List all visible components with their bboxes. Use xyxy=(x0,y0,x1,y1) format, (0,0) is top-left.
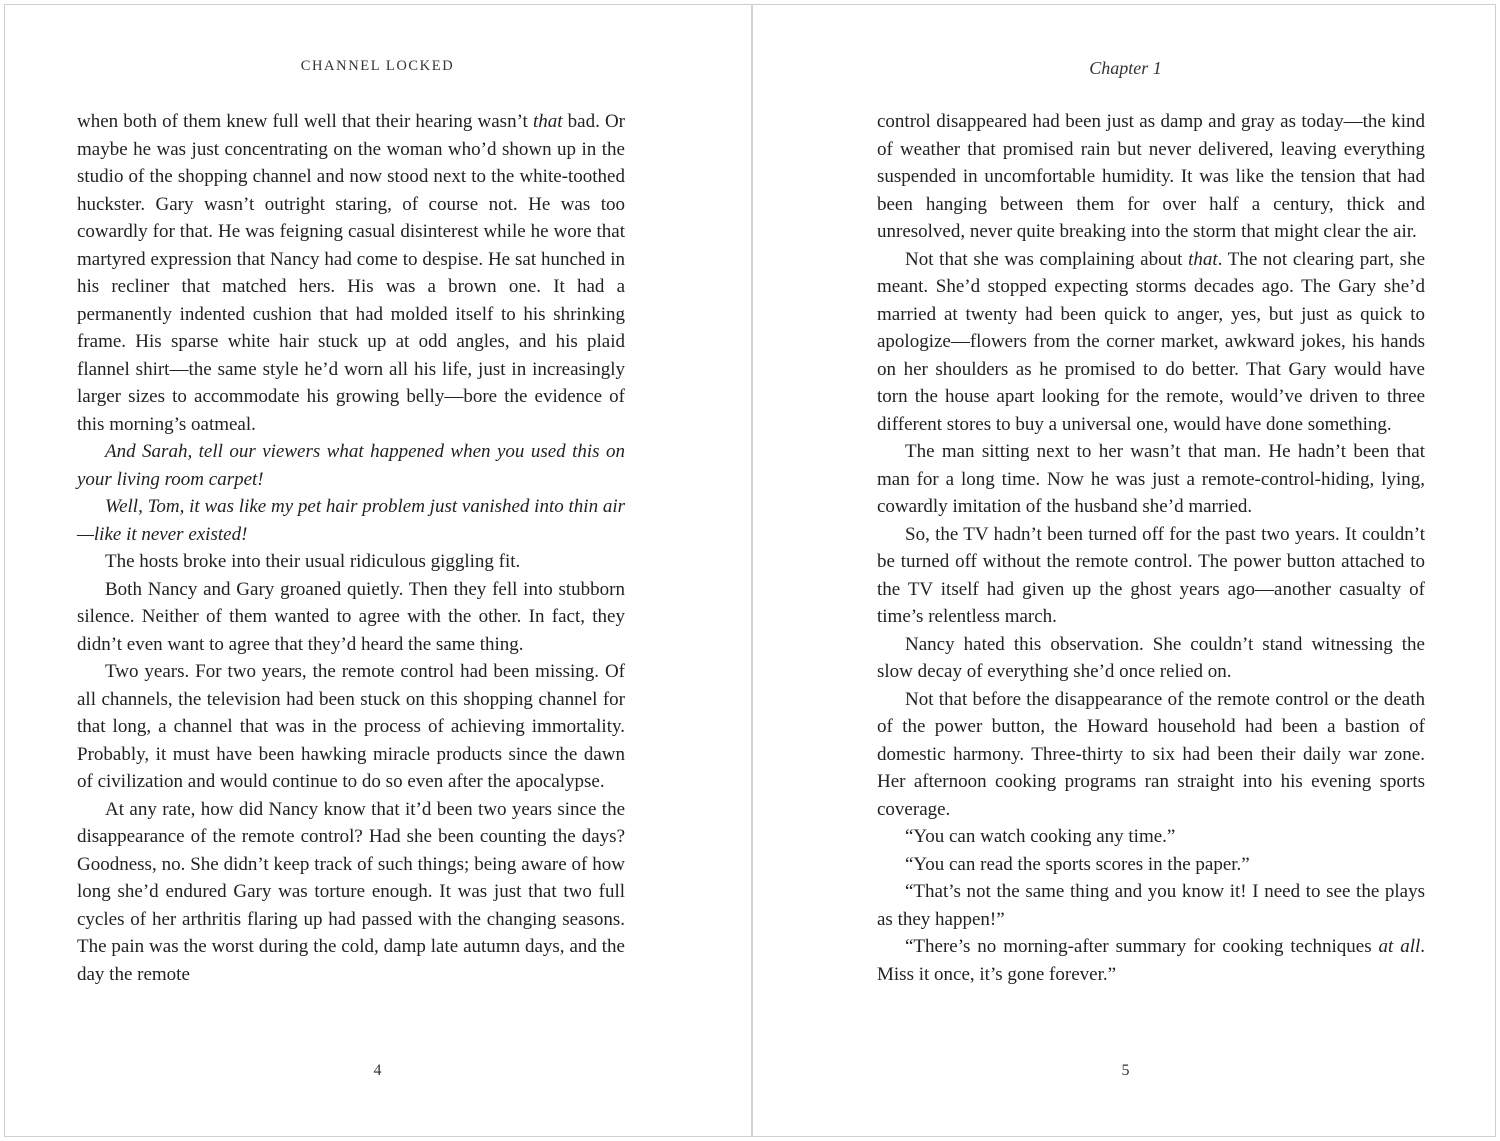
paragraph: The hosts broke into their usual ridiculous giggling fit. xyxy=(105,551,521,572)
page-number-right: 5 xyxy=(1121,1062,1130,1079)
paragraph: Not that she was complaining about that. The not clearing part, she meant. She’d stopped expecting storms decades ago. The Gary she’d married at twenty had been quick to anger, yes, but just as quick to apologize—flowers from the corner market, awkward jokes, his hands on her shoulders as he promised to do better. That Gary would have torn the house apart looking for the remote, would’ve driven to three different stores to buy a universal one, would have done something. xyxy=(877,248,1426,435)
running-head-title: CHANNEL LOCKED xyxy=(300,58,455,74)
paragraph-dialogue: “You can watch cooking any time.” xyxy=(905,826,1176,847)
running-head-chapter: Chapter 1 xyxy=(1089,58,1162,78)
paragraph: Both Nancy and Gary groaned quietly. Then they fell into stubborn silence. Neither of them wanted to agree with the other. In fact, they didn’t even want to agree that they’d heard the same thing. xyxy=(77,578,625,655)
paragraph: Two years. For two years, the remote control had been missing. Of all channels, the television had been stuck on this shopping channel for that long, a channel that was in the process of achieving immortality. Probably, it must have been hawking miracle products since the dawn of civilization and would continue to do so even after the apocalypse. xyxy=(77,661,625,792)
paragraph: At any rate, how did Nancy know that it’d been two years since the disappearance of the remote control? Had she been counting the days? Goodness, no. She didn’t keep track of such things; being aware of how long she’d endured Gary was torture enough. It was just that two full cycles of her arthritis flaring up had passed with the changing seasons. The pain was the worst during the cold, damp late autumn days, and the day the remote xyxy=(77,798,625,985)
paragraph-dialogue: “You can read the sports scores in the paper.” xyxy=(905,853,1250,875)
paragraph-dialogue: “That’s not the same thing and you know it! I need to see the plays as they happen!” xyxy=(877,881,1425,930)
paragraph-italic-dialogue: And Sarah, tell our viewers what happened when you used this on your living room carpet! xyxy=(77,441,625,490)
left-page-body xyxy=(77,108,625,988)
paragraph: Not that before the disappearance of the remote control or the death of the power button, the Howard household had been a bastion of domestic harmony. Three-thirty to six had been their daily war zone. Her afternoon cooking programs ran straight into his evening sports coverage. xyxy=(877,688,1425,820)
book-spread xyxy=(4,4,1496,1137)
paragraph: So, the TV hadn’t been turned off for the past two years. It couldn’t be turned off without the remote control. The power button attached to the TV itself had given up the ghost years ago—another casualty of time’s relentless march. xyxy=(877,523,1425,627)
right-page-body xyxy=(877,108,1425,988)
paragraph-italic-dialogue: Well, Tom, it was like my pet hair problem just vanished into thin air—like it never existed! xyxy=(77,496,625,545)
paragraph-dialogue: “There’s no morning-after summary for cooking techniques at all. Miss it once, it’s gone forever.” xyxy=(877,936,1425,985)
page-number-left: 4 xyxy=(373,1062,382,1079)
paragraph: control disappeared had been just as damp and gray as today—the kind of weather that promised rain but never delivered, leaving everything suspended in uncomfortable humidity. It was like the tension that had been hanging between them for over half a century, thick and unresolved, never quite breaking into the storm that might clear the air. xyxy=(877,111,1425,242)
right-page xyxy=(753,5,1498,1136)
paragraph: when both of them knew full well that their hearing wasn’t that bad. Or maybe he was just concentrating on the woman who’d shown up in the studio of the shopping channel and now stood next to the white-toothed huckster. Gary wasn’t outright staring, of course not. He was too cowardly for that. He was feigning casual disinterest while he wore that martyred expression that Nancy had come to despise. He sat hunched in his recliner that matched hers. His was a brown one. It had a permanently indented cushion that had molded itself to his shrinking frame. His sparse white hair stuck up at odd angles, and his plaid flannel shirt—the same style he’d worn all his life, just in increasingly larger sizes to accommodate his growing belly—bore the evidence of this morning’s oatmeal. xyxy=(77,111,626,435)
paragraph: The man sitting next to her wasn’t that man. He hadn’t been that man for a long time. Now he was just a remote-control-hiding, lying, cowardly imitation of the husband she’d married. xyxy=(877,441,1425,517)
left-page xyxy=(5,5,750,1136)
paragraph: Nancy hated this observation. She couldn’t stand witnessing the slow decay of everything she’d once relied on. xyxy=(877,633,1425,682)
